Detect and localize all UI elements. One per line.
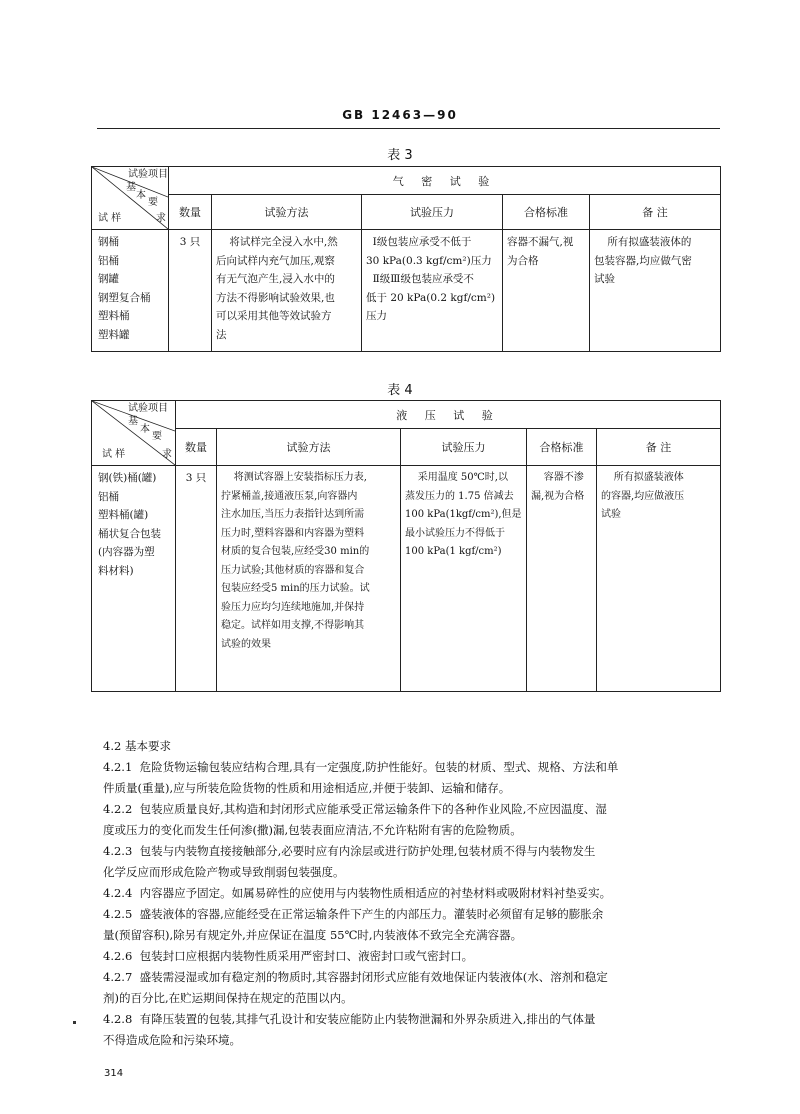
corner-label-yao: 要 [148,197,158,208]
table-4-caption: 表 4 [387,383,413,398]
clause-4-2-2: 4.2.2 包装应质量良好,其构造和封闭形式应能承受正常运输条件下的各种作业风险,不应因温度、湿 度或压力的变化而发生任何渗(撒)漏,包装表面应清洁,不允许粘附有害的危险物质。 [103,802,607,837]
pressure-cell: Ⅰ级包装应承受不低于 30 kPa(0.3 kgf/cm²)压力 Ⅱ级Ⅲ级包装应承受不 低于 20 kPa(0.2 kgf/cm²) 压力 [362,230,503,352]
criteria-cell: 容器不漏气,视 为合格 [503,230,590,352]
table-3-caption: 表 3 [387,148,413,163]
method-cell: 将测试容器上安装指标压力表, 拧紧桶盖,接通液压泵,向容器内 注水加压,当压力表指针达到所需 压力时,塑料容器和内容器为塑料 材质的复合包装,应经受30 min的 压力试验;其他材质的容器和复合 包装应经受5 min的压力试验。试 验压力应均匀连续地施加,并保持 稳定。试样如用支撑,不得影响其 试验的效果 [217,466,401,692]
column-header-quantity: 数量 [176,429,217,466]
clause-4-2-6: 4.2.6 包装封口应根据内装物性质采用严密封口、液密封口或气密封口。 [103,949,474,963]
clause-4-2-5: 4.2.5 盛装液体的容器,应能经受在正常运输条件下产生的内部压力。灌装时必须留有足够的膨胀余 量(预留容积),除另有规定外,并应保证在温度 55℃时,内装液体不致完全充满容器。 [103,907,604,942]
clause-4-2-1: 4.2.1 危险货物运输包装应结构合理,具有一定强度,防护性能好。包装的材质、型式、规格、方法和单 件质量(重量),应与所装危险货物的性质和用途相适应,并便于装卸、运输和储存。 [103,760,619,795]
table-row [92,466,721,692]
criteria-cell: 容器不渗 漏,视为合格 [527,466,597,692]
table-4 [91,400,721,692]
column-header-method: 试验方法 [217,429,401,466]
column-header-criteria: 合格标准 [527,429,597,466]
corner-label-ji: 基 [126,182,136,193]
column-header-quantity: 数量 [169,195,212,230]
corner-label-qiu: 求 [162,449,172,460]
sample-list: 钢桶 铝桶 钢罐 钢塑复合桶 塑料桶 塑料罐 [92,230,169,352]
quantity-cell: 3 只 [169,230,212,352]
corner-label-sample: 试 样 [98,213,122,224]
corner-label-yao: 要 [152,431,162,442]
column-header-remarks: 备 注 [597,429,721,466]
column-header-criteria: 合格标准 [503,195,590,230]
group-title: 气 密 试 验 [169,167,721,195]
corner-header-cell [92,167,169,230]
quantity-cell: 3 只 [176,466,217,692]
section-4-2 [103,736,703,1051]
corner-header-cell [92,401,176,466]
clause-4-2-3: 4.2.3 包装与内装物直接接触部分,必要时应有内涂层或进行防护处理,包装材质不得与内装物发生 化学反应而形成危险产物或导致削弱包装强度。 [103,844,596,879]
section-heading: 4.2 基本要求 [103,739,171,753]
scan-speck [73,1021,76,1024]
column-header-pressure: 试验压力 [362,195,503,230]
corner-label-ben: 本 [140,424,150,435]
column-header-method: 试验方法 [212,195,362,230]
column-header-pressure: 试验压力 [401,429,527,466]
pressure-cell: 采用温度 50℃时,以 蒸发压力的 1.75 倍减去 100 kPa(1kgf/cm²),但是 最小试验压力不得低于 100 kPa(1 kgf/cm²) [401,466,527,692]
corner-label-qiu: 求 [156,213,166,224]
standard-number: GB 12463—90 [342,108,458,122]
remarks-cell: 所有拟盛装液体 的容器,均应做液压 试验 [597,466,721,692]
clause-4-2-7: 4.2.7 盛装需浸湿或加有稳定剂的物质时,其容器封闭形式应能有效地保证内装液体(水、溶剂和稳定 剂)的百分比,在贮运期间保持在规定的范围以内。 [103,970,608,1005]
remarks-cell: 所有拟盛装液体的 包装容器,均应做气密 试验 [590,230,721,352]
clause-4-2-4: 4.2.4 内容器应予固定。如属易碎性的应使用与内装物性质相适应的衬垫材料或吸附材料衬垫妥实。 [103,886,612,900]
corner-label-test-item: 试验项目 [128,403,168,414]
column-header-remarks: 备 注 [590,195,721,230]
table-3 [91,166,721,352]
corner-label-ji: 基 [128,416,138,427]
corner-label-sample: 试 样 [102,449,126,460]
method-cell: 将试样完全浸入水中,然 后向试样内充气加压,观察 有无气泡产生,浸入水中的 方法不得影响试验效果,也 可以采用其他等效试验方 法 [212,230,362,352]
page-number: 314 [104,1068,124,1079]
group-title: 液 压 试 验 [176,401,721,429]
sample-list: 钢(铁)桶(罐) 铝桶 塑料桶(罐) 桶状复合包装 (内容器为塑 料材料) [92,466,176,692]
corner-label-ben: 本 [136,190,146,201]
table-row [92,230,721,352]
clause-4-2-8: 4.2.8 有降压装置的包装,其排气孔设计和安装应能防止内装物泄漏和外界杂质进入,排出的气体量 不得造成危险和污染环境。 [103,1012,596,1047]
header-rule [97,128,720,129]
corner-label-test-item: 试验项目 [128,169,168,180]
